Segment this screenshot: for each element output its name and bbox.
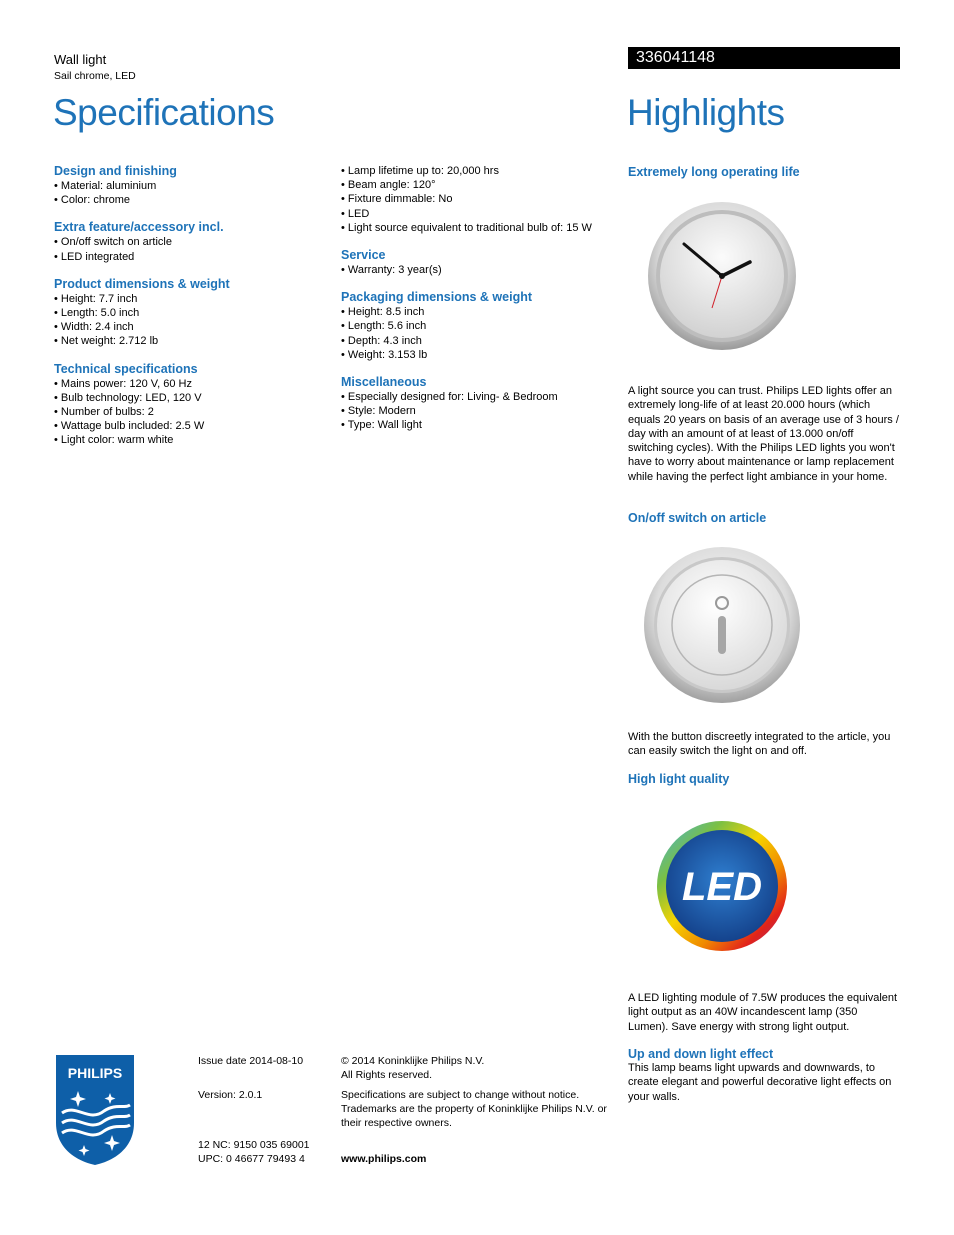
spec-section bbox=[54, 164, 324, 207]
highlight-heading-up-down: Up and down light effect bbox=[628, 1047, 774, 1061]
spec-item: • Net weight: 2.712 lb bbox=[54, 334, 324, 348]
upc-number: UPC: 0 46677 79493 4 bbox=[198, 1153, 305, 1165]
clock-image bbox=[628, 190, 818, 368]
rights: All Rights reserved. bbox=[341, 1069, 433, 1081]
spec-list-lead bbox=[341, 164, 611, 235]
spec-item: • Material: aluminium bbox=[54, 179, 324, 193]
highlight-text-long-life: A light source you can trust. Philips LED lights offer an extremely long-life of at least 20.000 hours (which equals 20 years on basis of an average use of 3 hours / day with an amount of at least of 13.000 on/off switching cycles). With the Philips LED lights you won't have to worry about maintenance or lamp replacement while having the perfect light ambiance in your home. bbox=[628, 385, 899, 483]
spec-item: • LED bbox=[341, 207, 611, 221]
product-subtitle: Sail chrome, LED bbox=[54, 70, 136, 82]
led-badge-image bbox=[628, 797, 818, 975]
website-link[interactable]: www.philips.com bbox=[341, 1153, 427, 1165]
highlights-title: Highlights bbox=[627, 92, 785, 133]
spec-item: • Beam angle: 120° bbox=[341, 178, 611, 192]
spec-item: • Bulb technology: LED, 120 V bbox=[54, 391, 324, 405]
spec-item: • Light source equivalent to traditional bulb of: 15 W bbox=[341, 221, 611, 235]
highlight-text-switch: With the button discreetly integrated to the article, you can easily switch the light on and off. bbox=[628, 731, 891, 758]
spec-item: • Height: 8.5 inch bbox=[341, 305, 611, 319]
spec-item: • Warranty: 3 year(s) bbox=[341, 263, 611, 277]
highlight-heading-light-quality: High light quality bbox=[628, 772, 730, 786]
spec-column-2 bbox=[341, 164, 611, 446]
logo-text: PHILIPS bbox=[67, 1065, 123, 1081]
spec-section bbox=[54, 220, 324, 263]
nc-number: 12 NC: 9150 035 69001 bbox=[198, 1139, 310, 1151]
issue-date: Issue date 2014-08-10 bbox=[198, 1055, 304, 1067]
highlight-heading-long-life: Extremely long operating life bbox=[628, 165, 800, 179]
spec-section-heading: Extra feature/accessory incl. bbox=[54, 220, 224, 235]
highlight-text-light-quality: A LED lighting module of 7.5W produces the equivalent light output as an 40W incandescent lamp (350 Lumen). Save energy with strong light output. bbox=[628, 992, 898, 1033]
spec-section-heading: Miscellaneous bbox=[341, 375, 427, 390]
spec-item: • Weight: 3.153 lb bbox=[341, 348, 611, 362]
switch-image bbox=[628, 536, 818, 714]
spec-item: • Color: chrome bbox=[54, 193, 324, 207]
spec-item: • Type: Wall light bbox=[341, 418, 611, 432]
spec-item: • Mains power: 120 V, 60 Hz bbox=[54, 377, 324, 391]
product-code-bar: 336041148 bbox=[628, 47, 900, 69]
spec-section bbox=[341, 290, 611, 362]
spec-item: • Number of bulbs: 2 bbox=[54, 405, 324, 419]
specifications-title: Specifications bbox=[53, 92, 275, 133]
spec-section bbox=[341, 375, 611, 433]
spec-column-1 bbox=[54, 164, 324, 461]
spec-item: • Length: 5.6 inch bbox=[341, 319, 611, 333]
philips-shield-logo bbox=[54, 1053, 136, 1171]
spec-item: • Style: Modern bbox=[341, 404, 611, 418]
spec-item: • Especially designed for: Living- & Bedroom bbox=[341, 390, 611, 404]
copyright: © 2014 Koninklijke Philips N.V. bbox=[341, 1055, 485, 1067]
highlight-text-up-down: This lamp beams light upwards and downwards, to create elegant and powerful decorative light effects on your walls. bbox=[628, 1062, 892, 1103]
spec-section bbox=[54, 362, 324, 448]
spec-section bbox=[341, 248, 611, 277]
spec-item: • Height: 7.7 inch bbox=[54, 292, 324, 306]
led-badge-text: LED bbox=[682, 865, 762, 909]
spec-item: • Wattage bulb included: 2.5 W bbox=[54, 419, 324, 433]
spec-section-heading: Packaging dimensions & weight bbox=[341, 290, 533, 305]
spec-item: • Light color: warm white bbox=[54, 433, 324, 447]
spec-item: • Width: 2.4 inch bbox=[54, 320, 324, 334]
spec-item: • Fixture dimmable: No bbox=[341, 192, 611, 206]
disclaimer: Specifications are subject to change without notice. Trademarks are the property of Koninklijke Philips N.V. or their respective owners. bbox=[341, 1089, 607, 1129]
highlight-heading-switch: On/off switch on article bbox=[628, 511, 767, 525]
spec-item: • Depth: 4.3 inch bbox=[341, 334, 611, 348]
spec-item: • On/off switch on article bbox=[54, 235, 324, 249]
spec-section-heading: Service bbox=[341, 248, 386, 263]
spec-item: • Length: 5.0 inch bbox=[54, 306, 324, 320]
spec-section-heading: Design and finishing bbox=[54, 164, 177, 178]
spec-section bbox=[54, 277, 324, 349]
spec-section-heading: Technical specifications bbox=[54, 361, 198, 376]
spec-item: • LED integrated bbox=[54, 250, 324, 264]
product-name: Wall light bbox=[54, 52, 107, 67]
spec-section-heading: Product dimensions & weight bbox=[54, 276, 230, 291]
spec-item: • Lamp lifetime up to: 20,000 hrs bbox=[341, 164, 611, 178]
version: Version: 2.0.1 bbox=[198, 1089, 263, 1101]
